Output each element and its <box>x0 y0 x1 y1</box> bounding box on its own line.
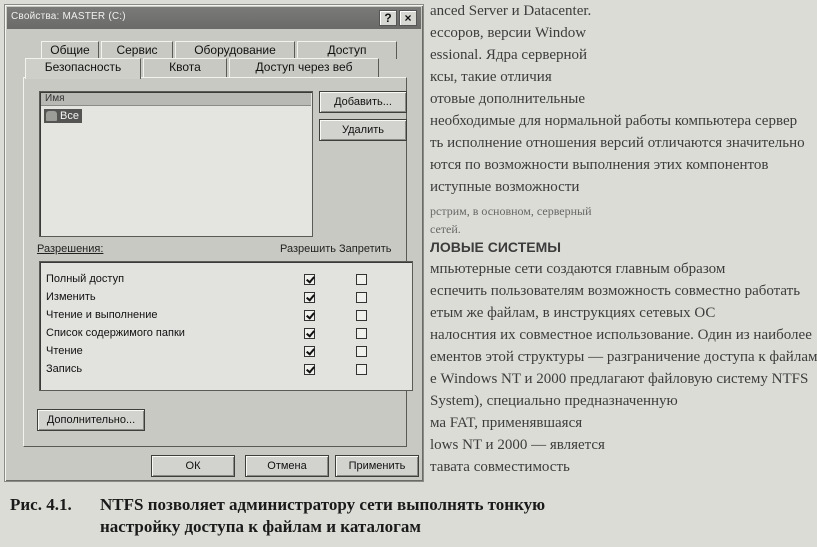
tab-hardware[interactable]: Оборудование <box>175 41 295 59</box>
permissions-list <box>39 261 413 391</box>
book-line: ксы, такие отличия <box>430 69 552 85</box>
allow-list-folder-checkbox[interactable] <box>304 328 315 339</box>
permission-row <box>46 306 406 324</box>
book-line: ементов этой структуры — разграничение доступа к файлам <box>430 349 817 365</box>
book-line: налоснтия их совместное использование. Один из наиболее <box>430 327 812 343</box>
remove-button[interactable] <box>319 119 407 141</box>
tab-general[interactable]: Общие <box>41 41 99 59</box>
tab-tools[interactable]: Сервис <box>101 41 173 59</box>
book-line: отовые дополнительные <box>430 91 586 107</box>
add-button-label: Добавить... <box>334 96 392 108</box>
tab-sharing[interactable]: Доступ <box>297 41 397 59</box>
ok-button-label: ОК <box>185 460 201 472</box>
book-line: ть исполнение отношения версий отличаются значительно <box>430 135 805 151</box>
book-line: anced Server и Datacenter. <box>430 3 592 19</box>
permission-row <box>46 324 406 342</box>
permission-row <box>46 342 406 360</box>
tab-web-sharing[interactable]: Доступ через веб <box>229 58 379 77</box>
permission-name: Запись <box>46 363 83 375</box>
book-line: тавата совместимость <box>430 459 570 475</box>
permission-row <box>46 360 406 378</box>
cancel-button-label: Отмена <box>267 460 307 472</box>
permission-name: Полный доступ <box>46 273 125 285</box>
book-line: ессоров, версии Window <box>430 25 587 41</box>
book-line: ются по возможности выполнения этих компонентов <box>430 157 769 173</box>
figure-caption-text: NTFS позволяет администратору сети выполнять тонкую настройку доступа к файлам и каталогам <box>100 495 546 536</box>
figure-number: Рис. 4.1. <box>10 495 72 514</box>
user-name: Все <box>60 110 79 122</box>
add-button[interactable] <box>319 91 407 113</box>
allow-modify-checkbox[interactable] <box>304 292 315 303</box>
permissions-label: Разрешения: <box>37 243 104 255</box>
name-column-header[interactable]: Имя <box>41 93 311 106</box>
book-line: необходимые для нормальной работы компьютера сервер <box>430 113 798 129</box>
permission-name: Чтение <box>46 345 83 357</box>
permission-name: Список содержимого папки <box>46 327 185 339</box>
advanced-button[interactable] <box>37 409 145 431</box>
tab-security[interactable]: Безопасность <box>25 58 141 79</box>
allow-full-control-checkbox[interactable] <box>304 274 315 285</box>
book-line: еспечить пользователям возможность совместно работать <box>430 283 801 299</box>
deny-list-folder-checkbox[interactable] <box>356 328 367 339</box>
book-line: System), специально предназначенную <box>430 393 678 409</box>
allow-read-checkbox[interactable] <box>304 346 315 357</box>
remove-button-label: Удалить <box>342 124 384 136</box>
deny-modify-checkbox[interactable] <box>356 292 367 303</box>
book-line: lows NT и 2000 — является <box>430 437 605 453</box>
properties-dialog <box>4 4 424 482</box>
help-button[interactable]: ? <box>379 10 397 26</box>
title-bar[interactable] <box>7 7 421 29</box>
book-line: е Windows NT и 2000 предлагают файловую систему NTFS <box>430 371 809 387</box>
book-line: иступные возможности <box>430 179 580 195</box>
deny-read-checkbox[interactable] <box>356 346 367 357</box>
book-heading: ЛОВЫЕ СИСТЕМЫ <box>430 239 561 255</box>
book-line: ма FAT, применявшаяся <box>430 415 583 431</box>
allow-write-checkbox[interactable] <box>304 364 315 375</box>
close-button[interactable]: × <box>399 10 417 26</box>
book-line: етым же файлам, в инструкциях сетевых ОС <box>430 305 716 321</box>
user-group-icon <box>46 111 57 121</box>
book-line: мпьютерные сети создаются главным образом <box>430 261 726 277</box>
apply-button[interactable] <box>335 455 419 477</box>
book-line: essional. Ядра серверной <box>430 47 588 63</box>
advanced-button-label: Дополнительно... <box>46 414 136 426</box>
apply-button-label: Применить <box>348 460 406 472</box>
users-list[interactable] <box>39 91 313 237</box>
ok-button[interactable] <box>151 455 235 477</box>
deny-read-execute-checkbox[interactable] <box>356 310 367 321</box>
list-item[interactable] <box>44 109 82 123</box>
tab-quota[interactable]: Квота <box>143 58 227 77</box>
permission-row <box>46 288 406 306</box>
allow-read-execute-checkbox[interactable] <box>304 310 315 321</box>
permission-name: Изменить <box>46 291 96 303</box>
deny-write-checkbox[interactable] <box>356 364 367 375</box>
book-line: рстрим, в основном, серверный <box>430 204 592 218</box>
allow-column-header: Разрешить <box>280 243 336 255</box>
permission-row <box>46 270 406 288</box>
deny-column-header: Запретить <box>339 243 392 255</box>
deny-full-control-checkbox[interactable] <box>356 274 367 285</box>
cancel-button[interactable] <box>245 455 329 477</box>
book-line: сетей. <box>430 222 461 236</box>
permission-name: Чтение и выполнение <box>46 309 158 321</box>
window-title: Свойства: MASTER (C:) <box>11 11 126 22</box>
